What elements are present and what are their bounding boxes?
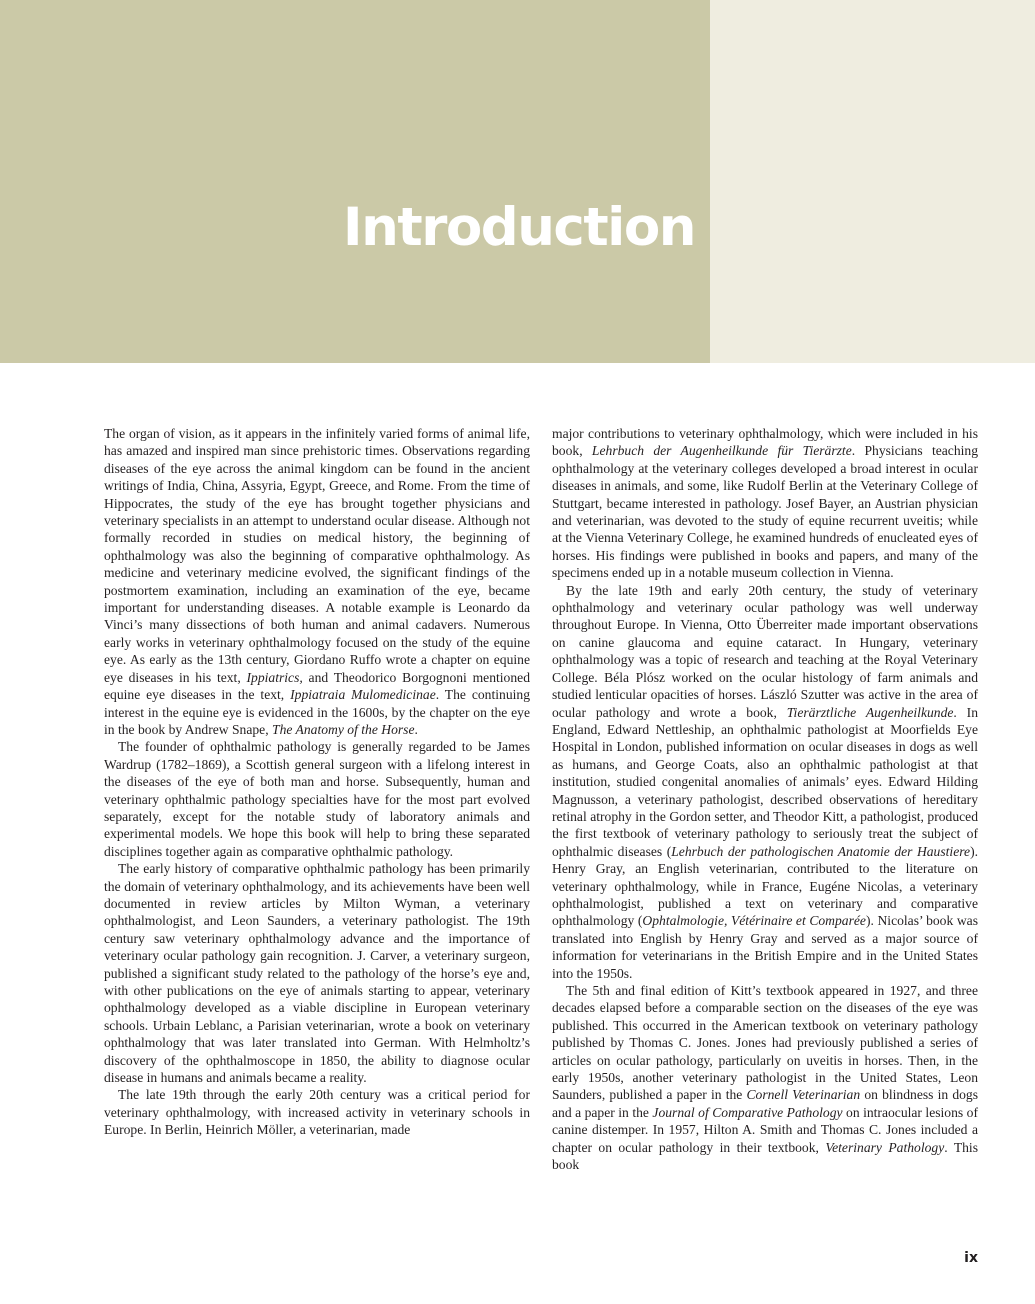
page-number: ix bbox=[964, 1250, 978, 1266]
paragraph: The early history of comparative ophthalmic pathology has been primarily the domain of veterinary ophthalmology, and its achievements have been well documented in review articles by Milton Wyman, a veterinary ophthalmologist, and Leon Saunders, a veterinary pathologist. The 19th century saw veterinary ophthalmology advance and the importance of veterinary ocular pathology gain recognition. J. Carver, a veterinary surgeon, published a significant study related to the pathology of the horse’s eye and, with other publications on the eye of animals starting to appear, veterinary ophthalmology developed as a viable discipline in European veterinary schools. Urbain Leblanc, a Parisian veterinarian, wrote a book on veterinary ophthalmology that was later translated into German. With Helmholtz’s discovery of the ophthalmoscope in 1850, the ability to diagnose ocular disease in humans and animals became a reality. bbox=[104, 861, 530, 1086]
paragraph: The founder of ophthalmic pathology is generally regarded to be James Wardrup (1782–1869), a Scottish general surgeon with a lifelong interest in the diseases of the eye of both man and horse. Subsequently, human and veterinary ophthalmic pathology specialties have for the most part evolved separately, except for the notable study of laboratory animals and experimental models. We hope this book will help to bring these separated disciplines together again as comparative ophthalmic pathology. bbox=[104, 739, 530, 859]
paragraph: The 5th and final edition of Kitt’s textbook appeared in 1927, and three decades elapsed before a comparable section on the diseases of the eye was published. This occurred in the American textbook on veterinary pathology published by Thomas C. Jones. Jones had previously published a series of articles on ocular pathology, particularly on uveitis in horses. Then, in the early 1950s, another veterinary pathologist in the United States, Leon Saunders, published a paper in the Cornell Veterinarian on blindness in dogs and a paper in the Journal of Comparative Pathology on intraocular lesions of canine distemper. In 1957, Hilton A. Smith and Thomas C. Jones included a chapter on ocular pathology in their textbook, Veterinary Pathology. This book bbox=[552, 983, 979, 1173]
title-banner-accent bbox=[710, 0, 1035, 363]
title-banner bbox=[0, 0, 710, 363]
paragraph: The organ of vision, as it appears in the infinitely varied forms of animal life, has amazed and inspired man since prehistoric times. Observations regarding diseases of the eye across the animal kingdom can be found in the ancient writings of India, China, Assyria, Egypt, Greece, and Rome. From the time of Hippocrates, the study of the eye has brought together physicians and veterinary specialists in an attempt to understand ocular disease. Although not formally recorded in studies on medical history, the beginning of ophthalmology was also the beginning of comparative ophthalmology. As medicine and veterinary medicine evolved, the significant findings of the postmortem examination, including an examination of the eye, became important for understanding diseases. A notable example is Leonardo da Vinci’s many dissections of both human and animal cadavers. Numerous early works in veterinary ophthalmology focused on the study of the equine eye. As early as the 13th century, Giordano Ruffo wrote a chapter on equine eye diseases in his text, Ippiatrics, and Theodorico Borgognoni mentioned equine eye diseases in the text, Ippiatraia Mulomedicinae. The continuing interest in the equine eye is evidenced in the 1600s, by the chapter on the eye in the book by Andrew Snape, The Anatomy of the Horse. bbox=[104, 426, 531, 737]
right-column bbox=[552, 425, 978, 1173]
paragraph: The late 19th through the early 20th century was a critical period for veterinary ophthalmology, with increased activity in veterinary schools in Europe. In Berlin, Heinrich Möller, a veterinarian, made bbox=[104, 1087, 530, 1138]
chapter-title: Introduction bbox=[342, 197, 695, 258]
left-column bbox=[104, 425, 530, 1139]
paragraph: major contributions to veterinary ophthalmology, which were included in his book, Lehrbuch der Augenheilkunde für Tierärzte. Physicians teaching ophthalmology at the veterinary colleges developed a broad interest in ocular diseases in animals, and some, like Rudolf Berlin at the Veterinary College of Stuttgart, became interested in pathology. Josef Bayer, an Austrian physician and veterinarian, was devoted to the study of equine recurrent uveitis; while at the Vienna Veterinary College, he examined hundreds of enucleated eyes of horses. His findings were published in books and papers, and many of the specimens ended up in a notable museum collection in Vienna. bbox=[552, 426, 978, 581]
paragraph: By the late 19th and early 20th century, the study of veterinary ophthalmology and veterinary ocular pathology was well underway throughout Europe. In Vienna, Otto Überreiter made important observations on canine glaucoma and equine cataract. In Hungary, veterinary ophthalmology was a topic of research and teaching at the Royal Veterinary College. Béla Plósz worked on the ocular histology of farm animals and studied lenticular opacities of horses. László Szutter was active in the area of ocular pathology and wrote a book, Tierärztliche Augenheilkunde. In England, Edward Nettleship, an ophthalmic pathologist at Moorfields Eye Hospital in London, published information on ocular diseases in dogs as well as humans, and George Coats, also an ophthalmic pathologist at that institution, studied congenital anomalies of animals’ eyes. Edward Hilding Magnusson, a veterinary pathologist, described observations of hereditary retinal atrophy in the Gordon setter, and Theodor Kitt, a pathologist, produced the first textbook of veterinary pathology to seriously treat the subject of ophthalmic diseases (Lehrbuch der pathologischen Anatomie der Haustiere). Henry Gray, an English veterinarian, contributed to the literature on veterinary ophthalmology, while in France, Eugéne Nicolas, a veterinary ophthalmologist, published a text on veterinary and comparative ophthalmology (Ophtalmologie, Vétérinaire et Comparée). Nicolas’ book was translated into English by Henry Gray and served as a major source of information for veterinarians in the British Empire and in the United States into the 1950s. bbox=[552, 582, 978, 981]
